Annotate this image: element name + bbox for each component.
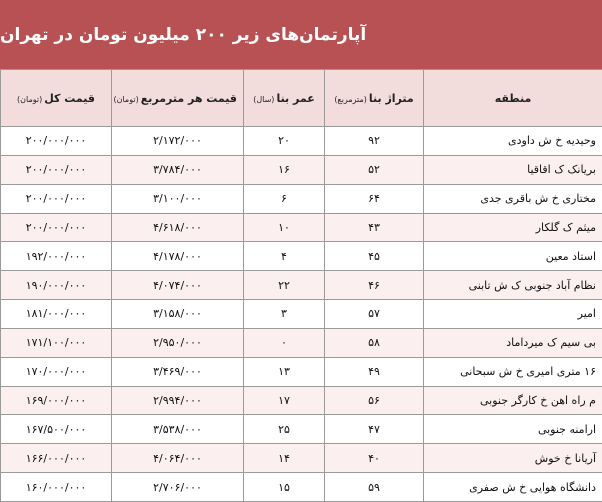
cell-age: ۱۰ <box>244 213 325 242</box>
cell-age: ۳ <box>244 300 325 329</box>
table-row <box>1 271 602 300</box>
cell-price-per-m2: ۴/۰۷۴/۰۰۰ <box>112 271 244 300</box>
table-row <box>1 473 602 502</box>
cell-price-per-m2: ۳/۴۶۹/۰۰۰ <box>112 357 244 386</box>
table-row <box>1 242 602 271</box>
cell-total-price: ۲۰۰/۰۰۰/۰۰۰ <box>1 155 112 184</box>
cell-price-per-m2: ۴/۶۱۸/۰۰۰ <box>112 213 244 242</box>
cell-age: ۶ <box>244 184 325 213</box>
header-area: متراژ بنا(مترمربع) <box>325 70 424 127</box>
cell-region: بی سیم ک میرداماد <box>424 328 602 357</box>
cell-age: ۲۲ <box>244 271 325 300</box>
cell-total-price: ۲۰۰/۰۰۰/۰۰۰ <box>1 213 112 242</box>
page-title: آپارتمان‌های زیر ۲۰۰ میلیون تومان در تهران <box>0 24 367 45</box>
cell-area: ۵۹ <box>325 473 424 502</box>
cell-region: میثم ک گلکار <box>424 213 602 242</box>
table-header-row <box>1 70 602 127</box>
header-price-per-m2: قیمت هر مترمربع(تومان) <box>112 70 244 127</box>
cell-region: امیر <box>424 300 602 329</box>
cell-age: ۱۷ <box>244 386 325 415</box>
table-row <box>1 357 602 386</box>
cell-area: ۵۲ <box>325 155 424 184</box>
cell-total-price: ۱۷۰/۰۰۰/۰۰۰ <box>1 357 112 386</box>
cell-total-price: ۲۰۰/۰۰۰/۰۰۰ <box>1 184 112 213</box>
cell-price-per-m2: ۳/۱۵۸/۰۰۰ <box>112 300 244 329</box>
table-row <box>1 213 602 242</box>
cell-age: ۱۶ <box>244 155 325 184</box>
cell-total-price: ۲۰۰/۰۰۰/۰۰۰ <box>1 127 112 156</box>
cell-area: ۴۷ <box>325 415 424 444</box>
cell-area: ۵۸ <box>325 328 424 357</box>
cell-total-price: ۱۹۰/۰۰۰/۰۰۰ <box>1 271 112 300</box>
cell-area: ۴۰ <box>325 444 424 473</box>
table-row <box>1 127 602 156</box>
cell-price-per-m2: ۲/۷۰۶/۰۰۰ <box>112 473 244 502</box>
cell-region: نظام آباد جنوبی ک ش تابنی <box>424 271 602 300</box>
cell-area: ۶۴ <box>325 184 424 213</box>
table-row <box>1 300 602 329</box>
cell-region: بریانک ک اقاقیا <box>424 155 602 184</box>
cell-age: ۰ <box>244 328 325 357</box>
cell-total-price: ۱۶۷/۵۰۰/۰۰۰ <box>1 415 112 444</box>
cell-age: ۱۴ <box>244 444 325 473</box>
cell-region: مختاری خ ش باقری جدی <box>424 184 602 213</box>
cell-region: ۱۶ متری امیری خ ش سبحانی <box>424 357 602 386</box>
cell-area: ۴۳ <box>325 213 424 242</box>
cell-price-per-m2: ۴/۰۶۴/۰۰۰ <box>112 444 244 473</box>
header-area-unit: (مترمربع) <box>334 94 367 104</box>
cell-area: ۴۶ <box>325 271 424 300</box>
cell-area: ۴۵ <box>325 242 424 271</box>
table-row <box>1 415 602 444</box>
cell-area: ۴۹ <box>325 357 424 386</box>
cell-age: ۱۳ <box>244 357 325 386</box>
cell-price-per-m2: ۲/۹۵۰/۰۰۰ <box>112 328 244 357</box>
header-age: عمر بنا(سال) <box>244 70 325 127</box>
cell-total-price: ۱۸۱/۰۰۰/۰۰۰ <box>1 300 112 329</box>
cell-region: م راه اهن خ کارگر جنوبی <box>424 386 602 415</box>
table-row <box>1 328 602 357</box>
table-row <box>1 386 602 415</box>
cell-region: وحیدیه خ ش داودی <box>424 127 602 156</box>
cell-total-price: ۱۶۰/۰۰۰/۰۰۰ <box>1 473 112 502</box>
cell-area: ۹۲ <box>325 127 424 156</box>
header-total-price-unit: (تومان) <box>17 94 43 104</box>
cell-region: ارامنه جنوبی <box>424 415 602 444</box>
header-total-price: قیمت کل(تومان) <box>1 70 112 127</box>
cell-region: آریانا خ خوش <box>424 444 602 473</box>
table-row <box>1 444 602 473</box>
table-row <box>1 184 602 213</box>
cell-total-price: ۱۷۱/۱۰۰/۰۰۰ <box>1 328 112 357</box>
cell-age: ۱۵ <box>244 473 325 502</box>
header-price-per-m2-unit: (تومان) <box>113 94 139 104</box>
cell-age: ۲۰ <box>244 127 325 156</box>
cell-area: ۵۷ <box>325 300 424 329</box>
cell-area: ۵۶ <box>325 386 424 415</box>
title-banner <box>0 0 602 69</box>
cell-price-per-m2: ۲/۹۹۴/۰۰۰ <box>112 386 244 415</box>
cell-total-price: ۱۹۲/۰۰۰/۰۰۰ <box>1 242 112 271</box>
cell-region: دانشگاه هوایی خ ش صفری <box>424 473 602 502</box>
header-region: منطقه <box>424 70 602 127</box>
table-row <box>1 155 602 184</box>
cell-price-per-m2: ۴/۱۷۸/۰۰۰ <box>112 242 244 271</box>
header-age-unit: (سال) <box>253 94 275 104</box>
cell-total-price: ۱۶۹/۰۰۰/۰۰۰ <box>1 386 112 415</box>
cell-price-per-m2: ۳/۱۰۰/۰۰۰ <box>112 184 244 213</box>
cell-age: ۴ <box>244 242 325 271</box>
cell-price-per-m2: ۳/۵۳۸/۰۰۰ <box>112 415 244 444</box>
cell-age: ۲۵ <box>244 415 325 444</box>
cell-total-price: ۱۶۶/۰۰۰/۰۰۰ <box>1 444 112 473</box>
cell-region: استاد معین <box>424 242 602 271</box>
cell-price-per-m2: ۲/۱۷۲/۰۰۰ <box>112 127 244 156</box>
apartment-price-table <box>0 69 602 502</box>
cell-price-per-m2: ۳/۷۸۴/۰۰۰ <box>112 155 244 184</box>
